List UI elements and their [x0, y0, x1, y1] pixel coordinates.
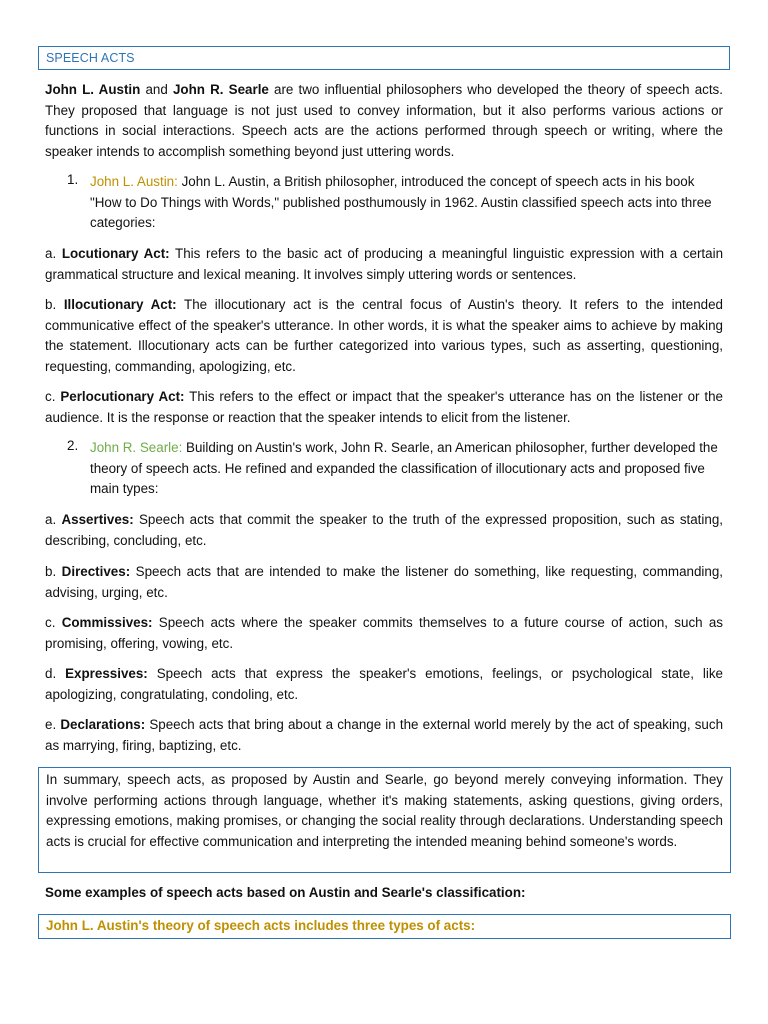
type-prefix: c.	[45, 615, 62, 630]
type-text: Speech acts where the speaker commits themselves to a future course of action, such as promising, offering, vowing, etc.	[45, 615, 724, 651]
type-term: Declarations:	[60, 717, 146, 732]
type-text: The illocutionary act is the central focus of Austin's theory. It refers to the intended communicative effect of the speaker's utterance. In other words, it is what the speaker aims to achieve by making the statement. Illocutionary acts can be further categorized into various types, such as asserting, questioning, requesting, commanding, apologizing, etc.	[45, 297, 724, 374]
type-prefix: d.	[45, 666, 66, 681]
intro-paragraph	[45, 80, 723, 162]
type-term: Commissives:	[61, 615, 153, 630]
austin-type-illocutionary	[45, 295, 723, 377]
intro-rest: are two influential philosophers who developed the theory of speech acts. They proposed that language is not just used to convey information, but it also performs various actions or functions in social interactions. Speech acts are the actions performed through speech or writing, where the speaker intends to accomplish something beyond just uttering words.	[45, 82, 723, 159]
type-term: Expressives:	[65, 666, 148, 681]
type-text: This refers to the effect or impact that the speaker's utterance has on the listener or the audience. It is the response or reaction that the speaker intends to elicit from the listener.	[45, 389, 723, 425]
austin-examples-heading: John L. Austin's theory of speech acts includes three types of acts:	[46, 918, 476, 933]
type-term: Locutionary Act:	[61, 246, 170, 261]
searle-type-commissives	[45, 613, 723, 654]
searle-heading: John R. Searle:	[90, 440, 183, 455]
section-title-box	[38, 46, 730, 70]
type-prefix: b.	[45, 297, 64, 312]
type-text: Speech acts that bring about a change in the external world merely by the act of speaking, such as marrying, firing, baptizing, etc.	[45, 717, 724, 753]
type-prefix: e.	[45, 717, 61, 732]
list-item-searle	[45, 438, 723, 500]
searle-type-declarations	[45, 715, 723, 756]
type-prefix: a.	[45, 246, 62, 261]
austin-examples-box	[38, 914, 731, 939]
type-term: Illocutionary Act:	[63, 297, 177, 312]
type-term: Perlocutionary Act:	[60, 389, 185, 404]
list-number: 2.	[67, 438, 79, 453]
examples-heading: Some examples of speech acts based on Austin and Searle's classification:	[45, 885, 526, 900]
type-text: Speech acts that commit the speaker to the truth of the expressed proposition, such as stating, describing, concluding, etc.	[45, 512, 723, 548]
type-prefix: b.	[45, 564, 62, 579]
type-prefix: c.	[45, 389, 61, 404]
intro-name-searle: John R. Searle	[172, 82, 269, 97]
section-title: SPEECH ACTS	[46, 51, 135, 65]
searle-type-directives	[45, 562, 723, 603]
type-text: This refers to the basic act of producing a meaningful linguistic expression with a certain grammatical structure and lexical meaning. It involves simply uttering words or sentences.	[45, 246, 724, 282]
austin-type-locutionary	[45, 244, 723, 285]
type-text: Speech acts that express the speaker's emotions, feelings, or psychological state, like apologizing, congratulating, condoling, etc.	[45, 666, 723, 702]
austin-heading: John L. Austin:	[90, 174, 178, 189]
summary-text: In summary, speech acts, as proposed by Austin and Searle, go beyond merely conveying information. They involve performing actions through language, whether it's making statements, asking questions, giving orders, expressing emotions, making promises, or changing the social reality through declarations. Understanding speech acts is crucial for effective communication and interpreting the intended meaning behind someone's words.	[46, 772, 723, 849]
searle-type-expressives	[45, 664, 723, 705]
searle-type-assertives	[45, 510, 723, 551]
intro-and: and	[140, 82, 173, 97]
type-text: Speech acts that are intended to make the listener do something, like requesting, commanding, advising, urging, etc.	[45, 564, 723, 600]
type-prefix: a.	[45, 512, 62, 527]
summary-box	[38, 767, 731, 873]
list-number: 1.	[67, 172, 79, 187]
austin-type-perlocutionary	[45, 387, 723, 428]
list-item-austin	[45, 172, 723, 234]
type-term: Assertives:	[61, 512, 134, 527]
austin-text: John L. Austin, a British philosopher, introduced the concept of speech acts in his book "How to Do Things with Words," published posthumously in 1962. Austin classified speech acts into three categories:	[90, 174, 712, 231]
type-term: Directives:	[61, 564, 131, 579]
searle-text: Building on Austin's work, John R. Searle, an American philosopher, further developed the theory of speech acts. He refined and expanded the classification of illocutionary acts and proposed five main types:	[90, 440, 718, 497]
intro-name-austin: John L. Austin	[45, 82, 141, 97]
